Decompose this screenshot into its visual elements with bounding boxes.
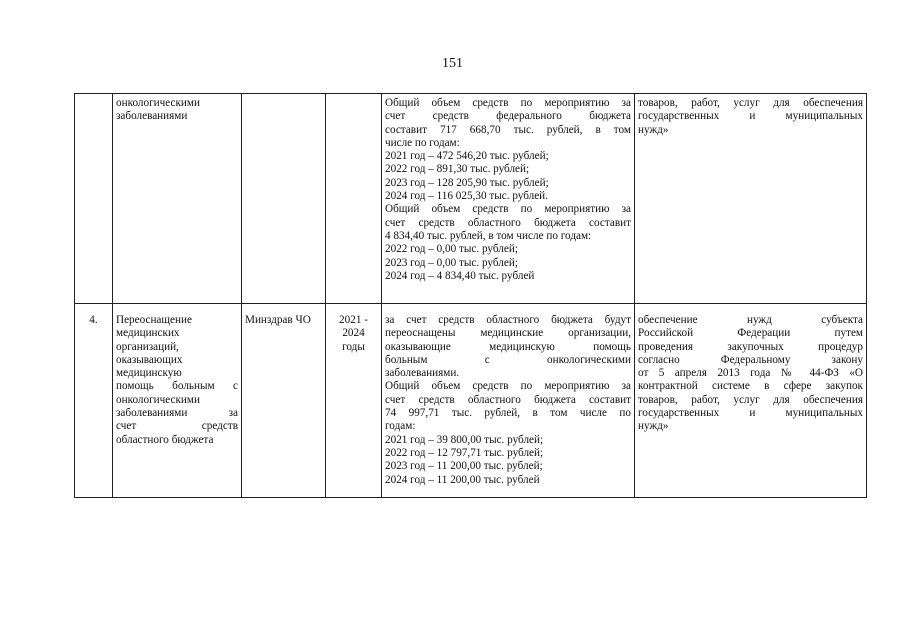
text-line: медицинскую	[116, 367, 182, 380]
text-line: заболеваниями за	[116, 407, 238, 420]
text-line: организаций,	[116, 340, 179, 353]
text-line: больным с онкологическими	[385, 353, 631, 366]
text-line: переоснащены медицинские организации,	[385, 327, 631, 340]
text-line: счет средств федерального бюджета	[385, 110, 631, 123]
text-line: счет средств	[116, 420, 238, 433]
text-line: заболеваниями	[116, 110, 188, 123]
cell-term	[326, 94, 382, 304]
cell-measure-name	[113, 94, 242, 304]
text-line: годам:	[385, 420, 416, 433]
text-line: 2021 год – 39 800,00 тыс. рублей;	[385, 433, 544, 446]
text-line: онкологическими	[116, 393, 200, 406]
text-line: 2024 год – 4 834,40 тыс. рублей	[385, 269, 535, 282]
text-line: годы	[342, 340, 365, 353]
text-line: 2024	[342, 327, 365, 340]
text-line: государственных и муниципальных	[638, 110, 863, 123]
text-line: оказывающих	[116, 353, 183, 366]
text-line: нужд»	[638, 420, 669, 433]
text-line: 2021 год – 472 546,20 тыс. рублей;	[385, 150, 549, 163]
cell-description	[382, 94, 635, 304]
text-line: 2022 год – 12 797,71 тыс. рублей;	[385, 446, 544, 459]
text-line: 2021 -	[339, 314, 368, 326]
text-line: товаров, работ, услуг для обеспечения	[638, 97, 863, 109]
text-line: составит 717 668,70 тыс. рублей, в том	[385, 123, 631, 136]
text-line: нужд»	[638, 123, 669, 136]
measures-table	[74, 93, 867, 498]
text-line: государственных и муниципальных	[638, 407, 863, 420]
text-line: 2022 год – 0,00 тыс. рублей;	[385, 243, 518, 256]
text-line: медицинских	[116, 327, 180, 340]
text-line: за счет средств областного бюджета будут	[385, 314, 631, 326]
text-line: обеспечение нужд субъекта	[638, 314, 863, 326]
text-line: контрактной системе в сфере закупок	[638, 380, 863, 393]
cell-result	[635, 94, 867, 304]
cell-executor	[242, 94, 326, 304]
text-line: областного бюджета	[116, 433, 214, 446]
text-line: Общий объем средств по мероприятию за	[385, 97, 631, 109]
text-line: 2022 год – 891,30 тыс. рублей;	[385, 163, 530, 176]
table-row-4	[75, 304, 867, 498]
table-row-continued	[75, 94, 867, 304]
text-line: онкологическими	[116, 97, 200, 109]
cell-term	[326, 304, 382, 498]
text-line: оказывающие медицинскую помощь	[385, 340, 631, 353]
text-line: Общий объем средств по мероприятию за	[385, 380, 631, 393]
cell-result	[635, 304, 867, 498]
text-line: счет средств областного бюджета составит	[385, 393, 631, 406]
text-line: Российской Федерации путем	[638, 327, 863, 340]
cell-executor: Минздрав ЧО	[242, 304, 326, 498]
text-line: 2023 год – 11 200,00 тыс. рублей;	[385, 460, 543, 473]
text-line: 2024 год – 116 025,30 тыс. рублей.	[385, 190, 548, 203]
text-line: 2023 год – 128 205,90 тыс. рублей;	[385, 176, 549, 189]
cell-number: 4.	[75, 304, 113, 498]
text-line: 74 997,71 тыс. рублей, в том числе по	[385, 407, 631, 420]
text-line: от 5 апреля 2013 года № 44-ФЗ «О	[638, 367, 863, 380]
text-line: числе по годам:	[385, 136, 460, 149]
cell-measure-name	[113, 304, 242, 498]
text-line: Общий объем средств по мероприятию за	[385, 203, 631, 216]
text-line: 2024 год – 11 200,00 тыс. рублей	[385, 473, 540, 486]
text-line: 2023 год – 0,00 тыс. рублей;	[385, 256, 518, 269]
cell-description	[382, 304, 635, 498]
text-line: Переоснащение	[116, 314, 192, 326]
cell-number	[75, 94, 113, 304]
text-line: согласно Федеральному закону	[638, 353, 863, 366]
text-line: заболеваниями.	[385, 367, 460, 380]
text-line: 4 834,40 тыс. рублей, в том числе по годам:	[385, 229, 592, 242]
text-line: товаров, работ, услуг для обеспечения	[638, 393, 863, 406]
text-line: помощь больным с	[116, 380, 238, 393]
text-line: счет средств областного бюджета составит	[385, 216, 631, 229]
text-line: проведения закупочных процедур	[638, 340, 863, 353]
page-number: 151	[442, 56, 463, 71]
